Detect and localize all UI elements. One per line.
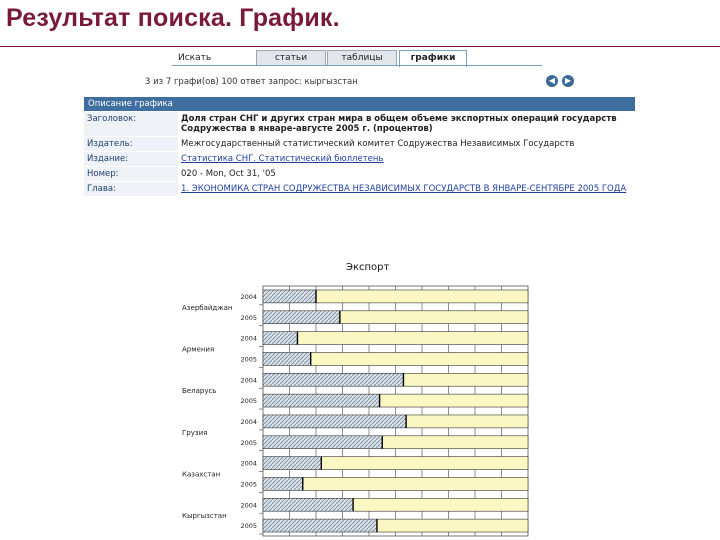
desc-key: Заголовок: <box>84 112 178 137</box>
tab-charts[interactable]: графики <box>399 50 467 67</box>
year-label: 2004 <box>240 376 257 385</box>
bar-other-countries <box>316 290 528 303</box>
bar-cis-countries <box>263 332 297 345</box>
results-count: 3 из 7 графи(ов) 100 ответ запрос: кыргызстан <box>145 77 358 87</box>
year-label: 2005 <box>240 522 257 531</box>
tab-search[interactable]: Искать <box>178 53 212 63</box>
year-label: 2005 <box>240 313 257 322</box>
desc-key: Издание: <box>84 152 178 167</box>
bar-cis-countries <box>263 436 382 449</box>
bar-cis-countries <box>263 457 321 470</box>
country-label: Казахстан <box>182 470 221 479</box>
prev-result-button[interactable]: ◀ <box>546 75 558 87</box>
desc-row-issue <box>84 167 635 182</box>
tab-articles[interactable]: статьи <box>256 50 326 66</box>
tab-tables[interactable]: таблицы <box>327 50 397 66</box>
bar-cis-countries <box>263 498 353 511</box>
country-label: Беларусь <box>182 387 217 396</box>
year-label: 2005 <box>240 438 257 447</box>
bar-other-countries <box>340 311 528 324</box>
country-label: Азербайджан <box>182 303 233 312</box>
bar-other-countries <box>377 519 528 532</box>
description-table <box>84 112 635 197</box>
export-chart <box>176 280 536 538</box>
year-label: 2005 <box>240 355 257 364</box>
desc-key: Глава: <box>84 182 178 197</box>
year-label: 2004 <box>240 417 257 426</box>
year-label: 2005 <box>240 480 257 489</box>
slide-title: Результат поиска. График. <box>6 4 340 32</box>
year-label: 2004 <box>240 501 257 510</box>
bar-cis-countries <box>263 477 303 490</box>
next-result-button[interactable]: ▶ <box>562 75 574 87</box>
bar-cis-countries <box>263 311 340 324</box>
bar-cis-countries <box>263 519 377 532</box>
bar-other-countries <box>406 415 528 428</box>
bar-cis-countries <box>263 290 316 303</box>
desc-row-publisher <box>84 137 635 152</box>
bar-cis-countries <box>263 373 403 386</box>
bar-other-countries <box>311 352 528 365</box>
desc-row-edition <box>84 152 635 167</box>
bar-other-countries <box>380 394 528 407</box>
bar-other-countries <box>353 498 528 511</box>
desc-key: Номер: <box>84 167 178 182</box>
bar-other-countries <box>321 457 528 470</box>
desc-link-edition[interactable]: Статистика СНГ. Статистический бюллетень <box>178 152 635 167</box>
year-label: 2004 <box>240 292 257 301</box>
bar-other-countries <box>403 373 528 386</box>
year-label: 2004 <box>240 459 257 468</box>
bar-other-countries <box>297 332 528 345</box>
desc-key: Издатель: <box>84 137 178 152</box>
bar-other-countries <box>382 436 528 449</box>
country-label: Кыргызстан <box>182 512 227 521</box>
bar-cis-countries <box>263 415 406 428</box>
desc-value-title: Доля стран СНГ и других стран мира в общем объеме экспортных операций государств Содружества в январе-августе 2005 г. (процентов) <box>178 112 635 137</box>
country-label: Грузия <box>182 428 208 437</box>
bar-other-countries <box>303 477 528 490</box>
year-label: 2005 <box>240 397 257 406</box>
bar-cis-countries <box>263 394 380 407</box>
chart-title: Экспорт <box>346 262 390 273</box>
desc-row-title <box>84 112 635 137</box>
title-divider <box>0 46 720 47</box>
desc-link-chapter[interactable]: 1. ЭКОНОМИКА СТРАН СОДРУЖЕСТВА НЕЗАВИСИМЫХ ГОСУДАРСТВ В ЯНВАРЕ-СЕНТЯБРЕ 2005 ГОДА <box>178 182 635 197</box>
year-label: 2004 <box>240 334 257 343</box>
desc-value-issue: 020 - Mon, Oct 31, '05 <box>178 167 635 182</box>
desc-value-publisher: Межгосударственный статистический комитет Содружества Независимых Государств <box>178 137 635 152</box>
desc-row-chapter <box>84 182 635 197</box>
country-label: Армения <box>182 345 215 354</box>
description-header: Описание графика <box>84 97 635 111</box>
bar-cis-countries <box>263 352 311 365</box>
tab-baseline <box>172 65 542 66</box>
